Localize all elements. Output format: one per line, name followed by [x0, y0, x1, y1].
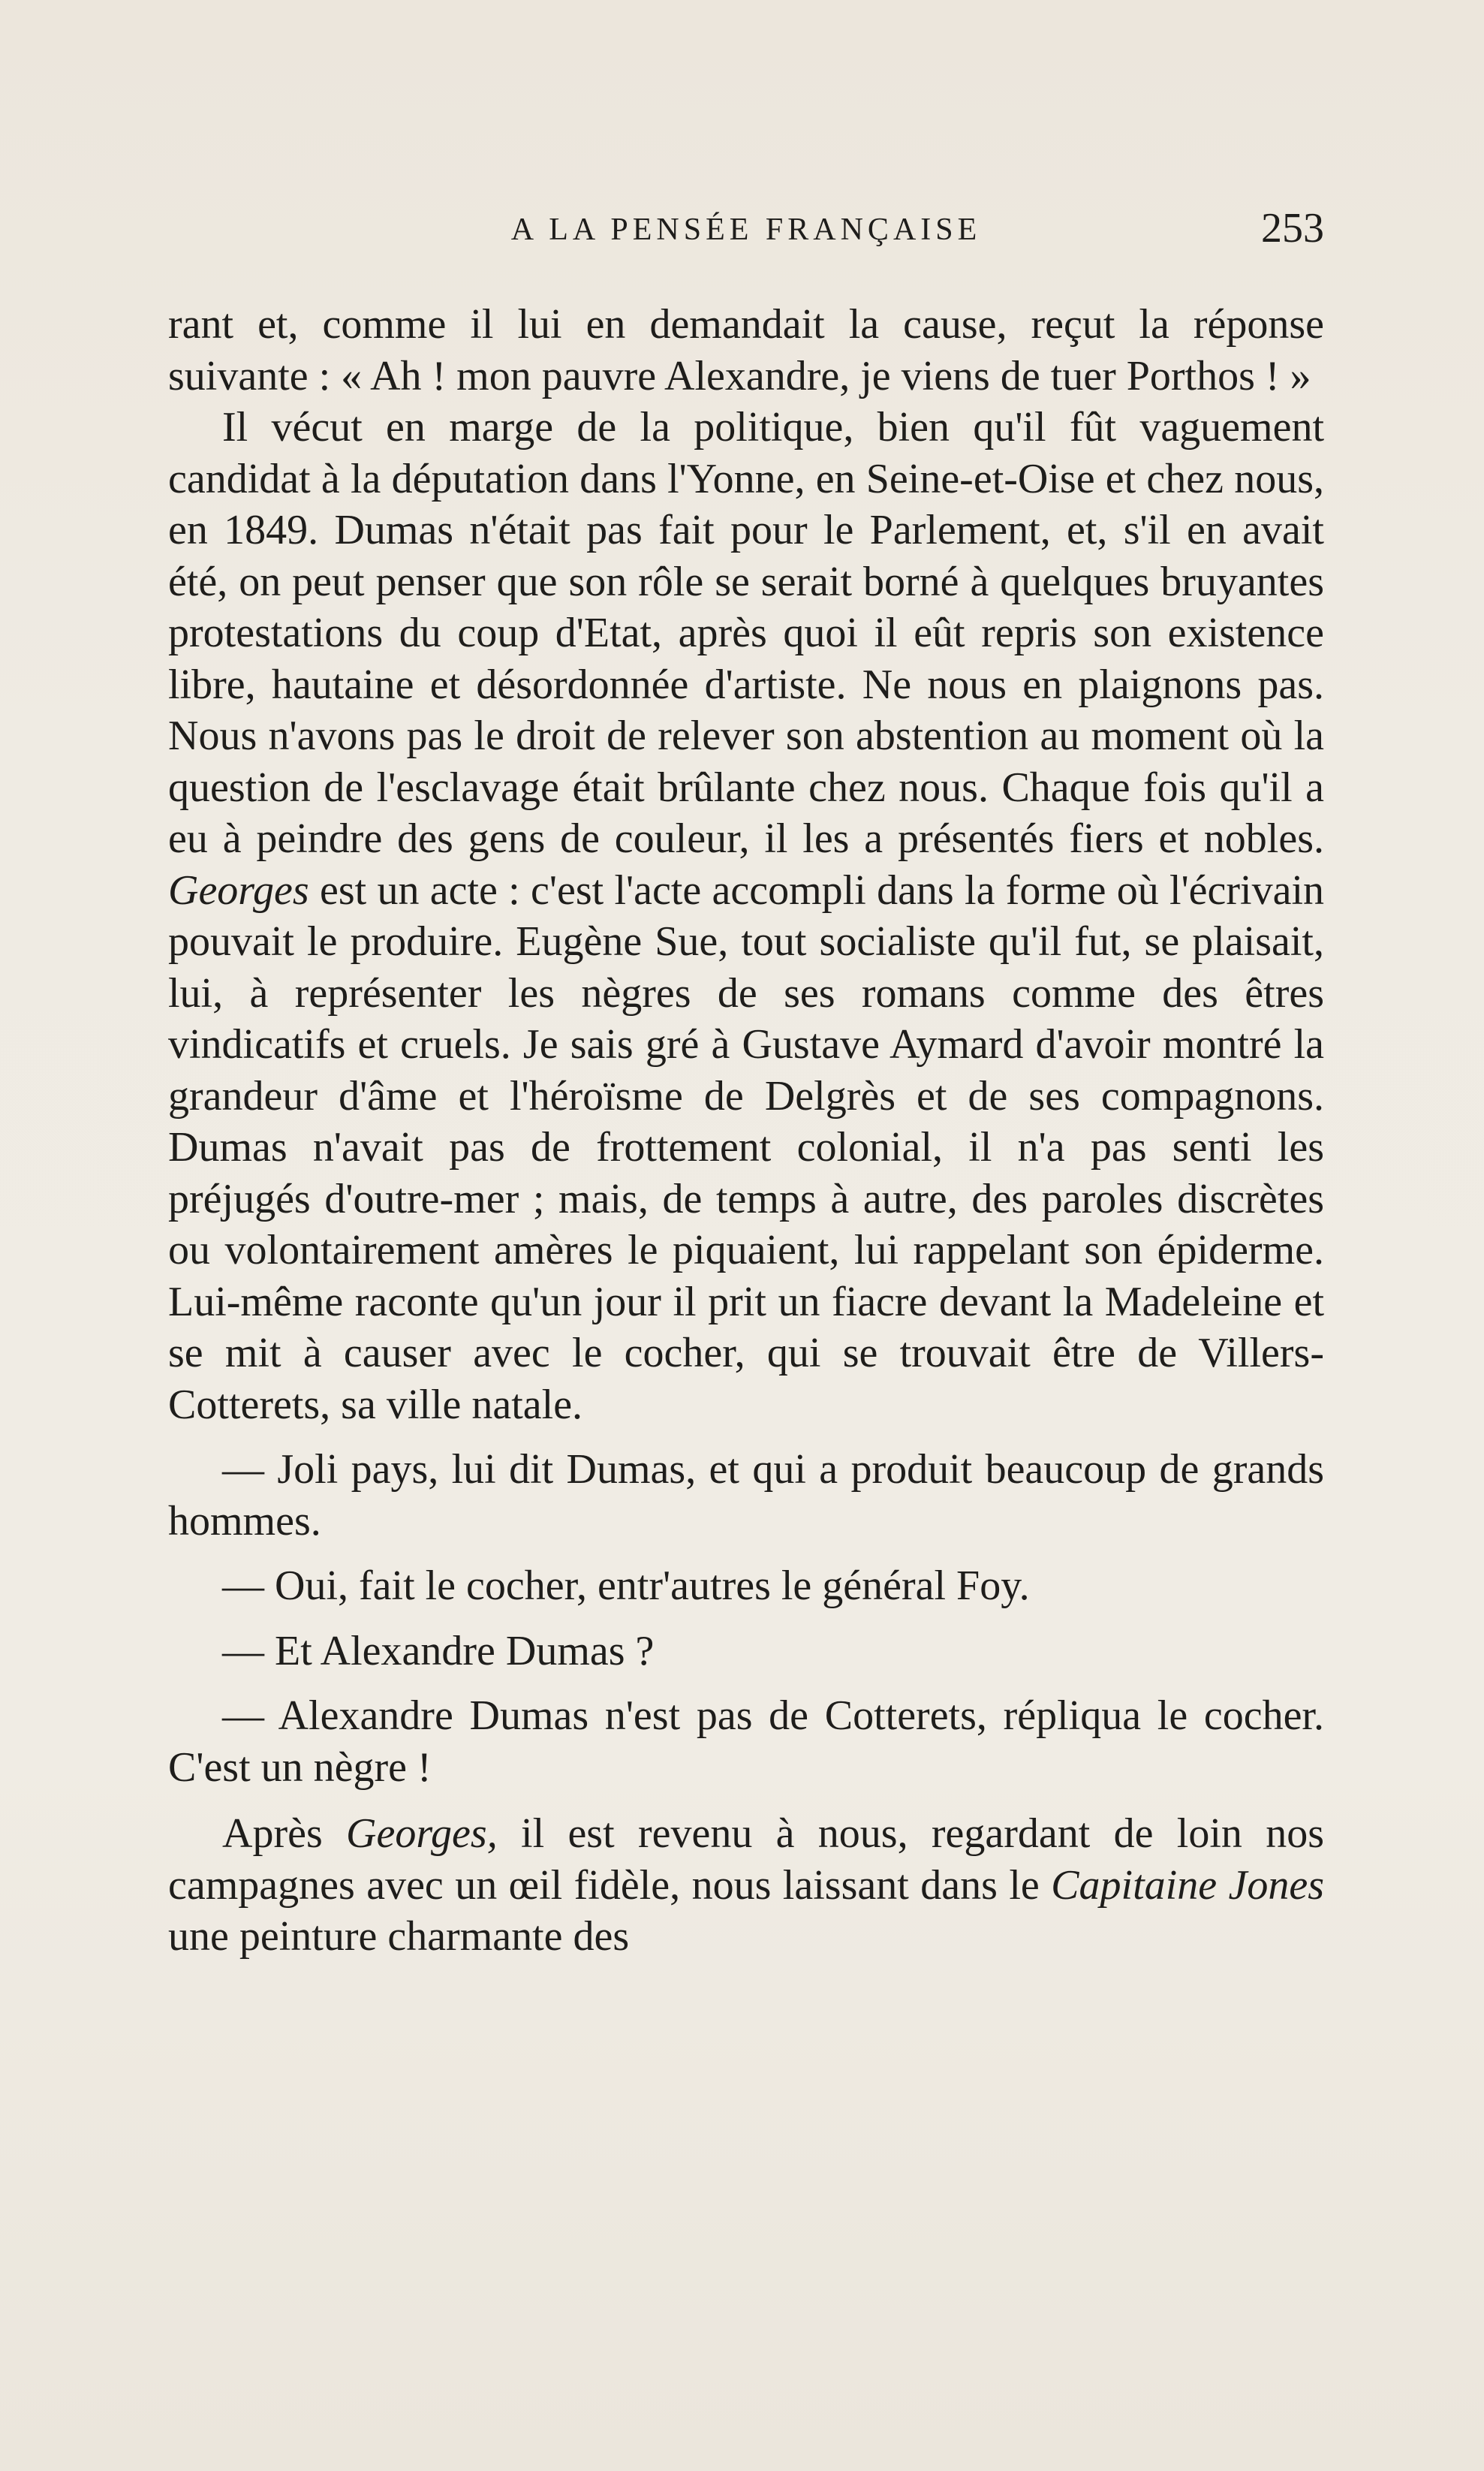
page-header [168, 201, 1324, 254]
book-title-capitaine-jones: Capitaine Jones [1051, 1861, 1324, 1909]
dialogue-line-1: — Joli pays, lui dit Dumas, et qui a produit beaucoup de grands hommes. [168, 1446, 1324, 1544]
book-title-georges: Georges, [346, 1810, 498, 1857]
running-head: A LA PENSÉE FRANÇAISE [510, 212, 982, 247]
book-title-georges: Georges [168, 866, 309, 914]
paragraph-text: Après [222, 1810, 347, 1857]
body-text [168, 299, 1324, 1963]
dialogue-line-2: — Oui, fait le cocher, entr'autres le général Foy. [222, 1562, 1030, 1609]
paragraph-text: Il vécut en marge de la politique, bien qu'il fût vaguement candidat à la députation dans l'Yonne, en Seine-et-Oise et chez nous, en 1849. Dumas n'était pas fait pour le Parlement, et, s'il en avait été, on peut penser que son rôle se serait borné à quelques bruyantes protestations du coup d'Etat, après quoi il eût repris son existence libre, hautaine et désordonnée d'artiste. Ne nous en plaignons pas. Nous n'avons pas le droit de relever son abstention au moment où la question de l'esclavage était brûlante chez nous. Chaque fois qu'il a eu à peindre des gens de couleur, il les a présentés fiers et nobles. [168, 404, 1324, 862]
paragraph-after [168, 1808, 1324, 1963]
paragraph-continued: rant et, comme il lui en demandait la cause, reçut la réponse suivante : « Ah ! mon pauvre Alexandre, je viens de tuer Porthos ! » [168, 301, 1324, 399]
dialogue-line-4: — Alexandre Dumas n'est pas de Cotterets, répliqua le cocher. C'est un nègre ! [168, 1692, 1324, 1791]
dialogue-line-3: — Et Alexandre Dumas ? [222, 1627, 655, 1674]
paragraph-text: il est revenu à nous, regardant de loin nos campagnes avec un œil fidèle, nous laissant dans le [168, 1810, 1324, 1909]
paragraph-politics [168, 402, 1324, 1430]
paragraph-text: une peinture charmante des [168, 1913, 630, 1960]
page-number: 253 [1261, 205, 1324, 252]
paragraph-text: est un acte : c'est l'acte accompli dans la forme où l'écrivain pouvait le produire. Eugène Sue, tout socialiste qu'il fut, se plaisait, lui, à représenter les nègres de ses romans comme des êtres vindicatifs et cruels. Je sais gré à Gustave Aymard d'avoir montré la grandeur d'âme et l'héroïsme de Delgrès et de ses compagnons. Dumas n'avait pas de frottement colonial, il n'a pas senti les préjugés d'outre-mer ; mais, de temps à autre, des paroles discrètes ou volontairement amères le piquaient, lui rappelant son épiderme. Lui-même raconte qu'un jour il prit un fiacre devant la Madeleine et se mit à causer avec le cocher, qui se trouvait être de Villers-Cotterets, sa ville natale. [168, 866, 1324, 1428]
